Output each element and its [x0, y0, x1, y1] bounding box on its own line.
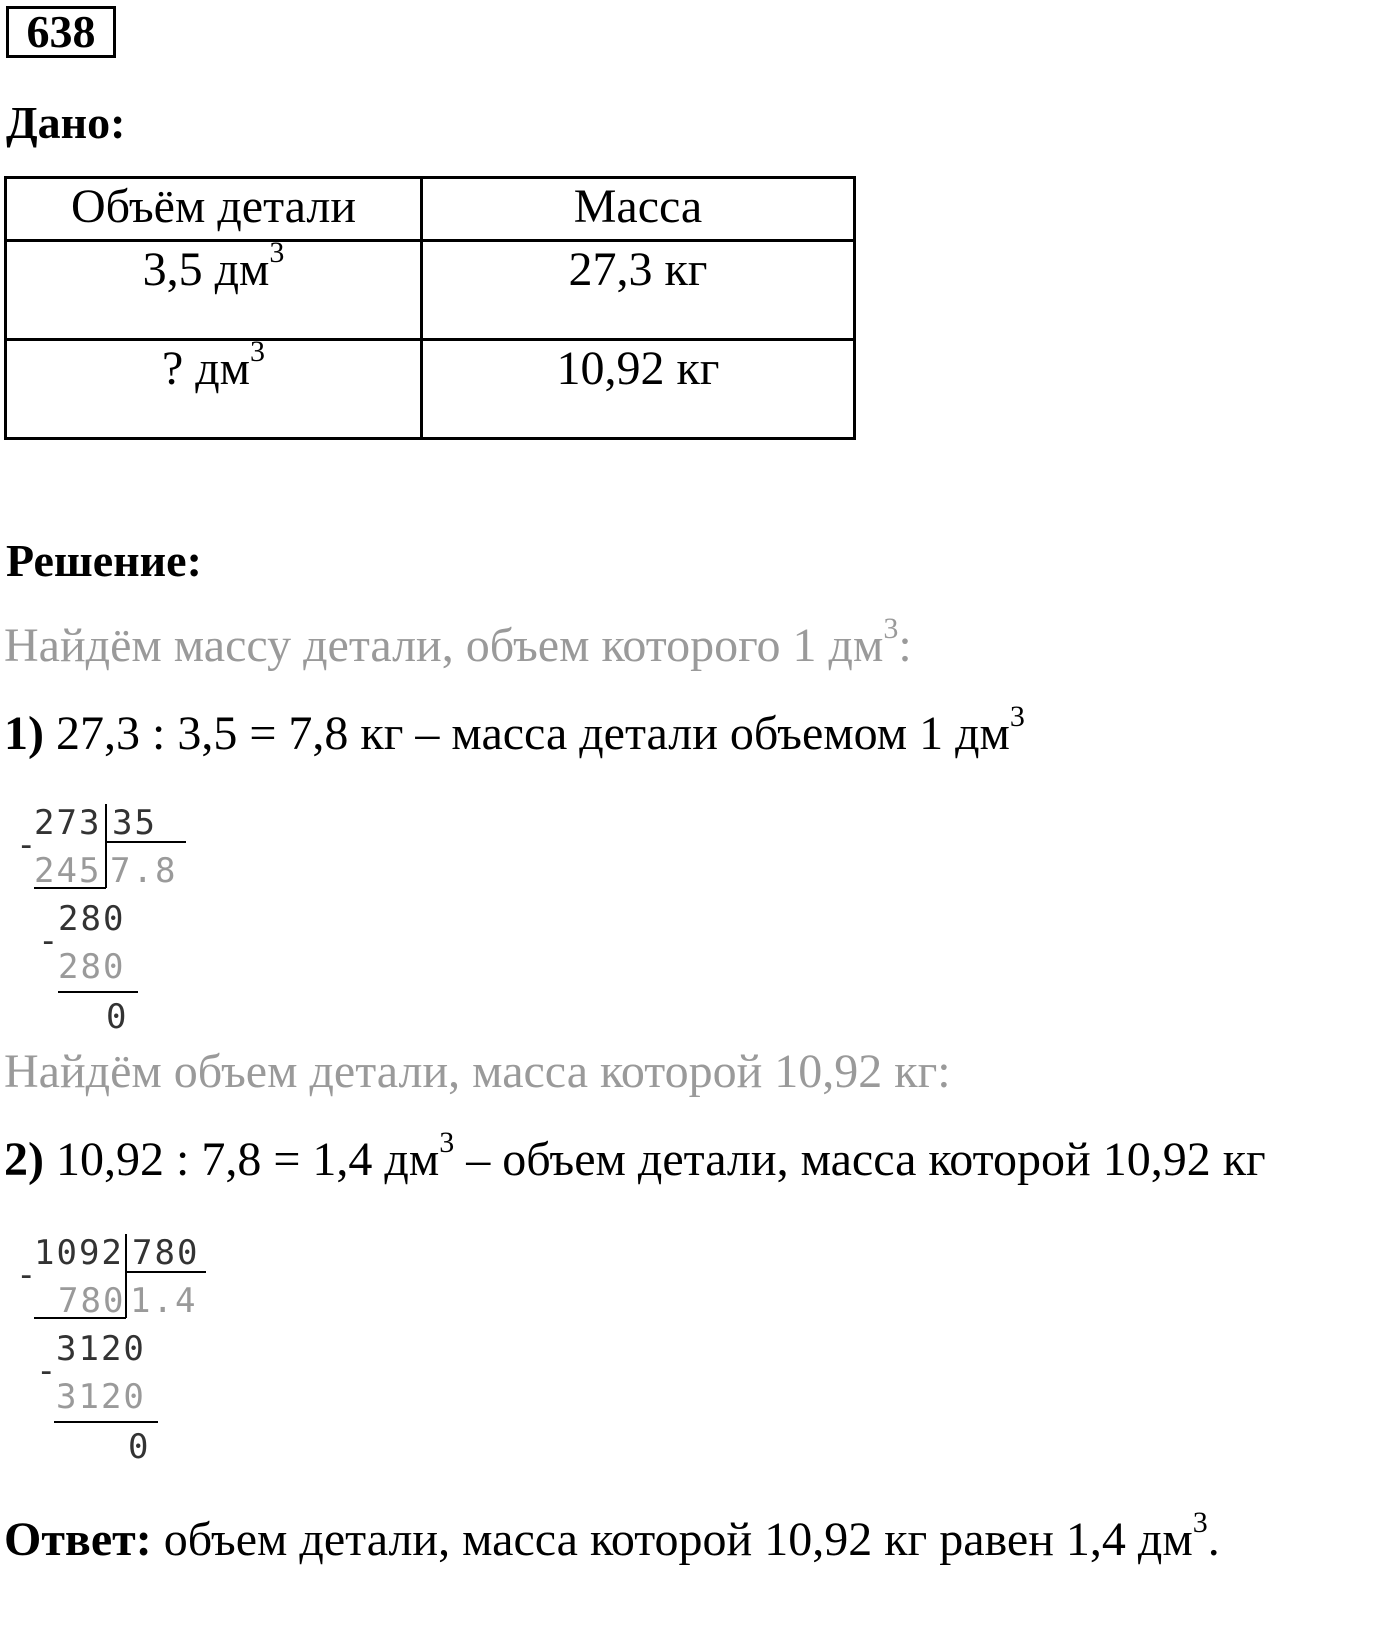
divisor: 780	[132, 1233, 200, 1273]
step1-number: 1)	[4, 707, 44, 760]
step1-intro-end: :	[898, 619, 912, 672]
answer-text: объем детали, масса которой 10,92 кг равен 1,4 дм	[151, 1513, 1193, 1566]
minus-sign: -	[36, 1351, 59, 1391]
cell-volume	[6, 335, 422, 439]
table-row	[6, 340, 855, 439]
long-division-1	[0, 790, 260, 1040]
step2-text-b: – объем детали, масса которой 10,92 кг	[454, 1133, 1266, 1186]
first-subtrahend: 245	[34, 851, 102, 891]
long-division-2	[0, 1220, 260, 1470]
step2-number: 2)	[4, 1133, 44, 1186]
table-row	[6, 241, 855, 340]
step1-intro-text: Найдём массу детали, объем которого 1 дм	[4, 619, 884, 672]
table-header-row	[6, 178, 855, 241]
volume-value: 3,5 дм	[142, 243, 270, 296]
divisor: 35	[112, 803, 157, 843]
solution-heading: Решение:	[6, 535, 202, 586]
step1-exponent: 3	[1009, 700, 1025, 733]
dividend: 273	[34, 803, 102, 843]
step1-text: 27,3 : 3,5 = 7,8 кг – масса детали объемом 1 дм	[55, 707, 1010, 760]
minus-sign: -	[16, 825, 39, 865]
minus-sign: -	[16, 1255, 39, 1295]
volume-exponent: 3	[250, 335, 266, 368]
first-subtrahend: 780	[58, 1281, 126, 1321]
step1-intro	[4, 612, 912, 674]
cell-mass: 10,92 кг	[422, 340, 855, 439]
step2-intro: Найдём объем детали, масса которой 10,92 кг:	[4, 1045, 951, 1098]
remainder: 3120	[56, 1329, 146, 1369]
cell-mass: 27,3 кг	[422, 241, 855, 340]
remainder: 280	[58, 899, 126, 939]
answer-end: .	[1207, 1513, 1220, 1566]
step2-text-a: 10,92 : 7,8 = 1,4 дм	[55, 1133, 440, 1186]
answer-exponent: 3	[1192, 1506, 1208, 1539]
header-mass: Масса	[422, 178, 855, 241]
minus-sign: -	[38, 921, 61, 961]
final-remainder: 0	[128, 1427, 151, 1467]
given-heading: Дано:	[6, 97, 126, 148]
second-subtrahend: 3120	[56, 1377, 146, 1417]
second-subtrahend: 280	[58, 947, 126, 987]
dividend: 1092	[34, 1233, 124, 1273]
cell-volume	[6, 236, 422, 340]
volume-exponent: 3	[269, 236, 285, 269]
quotient: 7.8	[110, 851, 178, 891]
step2-line	[4, 1126, 1266, 1188]
step1-line	[4, 700, 1025, 762]
given-table	[4, 176, 856, 440]
step2-exponent: 3	[439, 1126, 455, 1159]
volume-value: ? дм	[161, 342, 251, 395]
task-number: 638	[6, 6, 116, 58]
step1-intro-exponent: 3	[883, 612, 899, 645]
answer-label: Ответ:	[4, 1513, 152, 1566]
final-remainder: 0	[106, 997, 129, 1037]
quotient: 1.4	[130, 1281, 198, 1321]
answer-line	[4, 1506, 1220, 1568]
header-volume: Объём детали	[6, 178, 422, 241]
